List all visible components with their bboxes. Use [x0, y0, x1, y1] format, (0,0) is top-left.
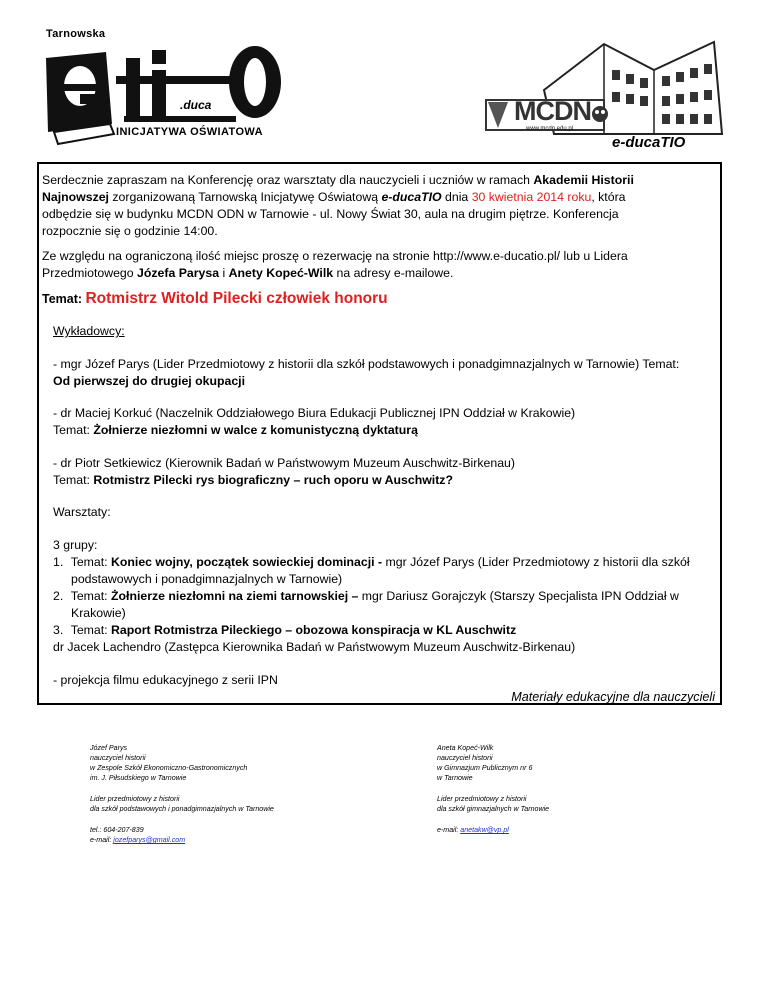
topic-label: Temat: — [42, 292, 83, 306]
topic-prefix: Temat: — [70, 623, 112, 637]
workshop-3-leader: dr Jacek Lachendro (Zastępca Kierownika Badań w Państwowym Muzeum Auschwitz-Birkenau) — [53, 640, 576, 654]
contact-name-kopec-wilk: Anety Kopeć-Wilk — [228, 266, 334, 280]
reservation-text: Przedmiotowego — [42, 266, 138, 280]
reservation-text: i — [219, 266, 229, 280]
contact-leader: dla szkół podstawowych i ponadgimnazjalnych w Tarnowie — [90, 805, 274, 813]
contact-phone: tel.: 604-207-839 — [90, 826, 144, 834]
educatio-wordmark: e-ducaTIO — [612, 134, 686, 151]
lecturer-3-title — [53, 472, 453, 489]
intro-text: zorganizowaną Tarnowską Inicjatywę Oświatową — [108, 190, 382, 204]
contact-email-row — [437, 825, 549, 835]
mcdn-url: www.mcdn.edu.pl — [526, 126, 574, 132]
lecturer-1-title — [53, 373, 245, 390]
workshop-1-title: Koniec wojny, początek sowieckiej dominacji - — [111, 555, 383, 569]
workshop-1-cont: podstawowych i ponadgimnazjalnych w Tarnowie) — [71, 572, 343, 586]
email-link-parys[interactable]: jozefparys@gmail.com — [113, 836, 186, 844]
list-number: 3. — [53, 623, 64, 637]
topic-title: Rotmistrz Witold Pilecki człowiek honoru — [85, 290, 388, 307]
workshop-1 — [53, 554, 690, 571]
conference-topic — [42, 289, 388, 309]
list-number: 1. — [53, 555, 64, 569]
contact-leader: Lider przedmiotowy z historii — [90, 795, 180, 803]
contact-school: w Gimnazjum Publicznym nr 6 — [437, 764, 533, 772]
intro-text: dnia — [441, 190, 472, 204]
contact-card-kopec-wilk — [437, 743, 549, 835]
film-projection: - projekcja filmu edukacyjnego z serii IPN — [53, 673, 278, 687]
academy-name-cont: Najnowszej — [42, 190, 109, 204]
intro-text: , która — [591, 190, 626, 204]
reservation-line-1: Ze względu na ograniczoną ilość miejsc proszę o rezerwację na stronie http://www.e-ducatio.pl/ lub u Lidera — [42, 249, 628, 263]
logo-tagline: INICJATYWA OŚWIATOWA — [116, 126, 263, 138]
mcdn-wordmark: MCDN — [514, 96, 591, 126]
mcdn-building-graphic — [484, 30, 734, 155]
email-label: e-mail: — [437, 826, 461, 834]
workshop-2-leader: mgr Dariusz Gorajczyk (Starszy Specjalista IPN Oddział w — [358, 589, 679, 603]
topic-prefix: Temat: — [70, 589, 112, 603]
contact-school: im. J. Piłsudskiego w Tarnowie — [90, 774, 187, 782]
intro-line-3: odbędzie się w budynku MCDN ODN w Tarnowie - ul. Nowy Świat 30, aula na drugim piętrze. Konferencja — [42, 207, 619, 221]
topic-prefix: Temat: — [53, 473, 94, 487]
workshop-2 — [53, 588, 679, 605]
lecture-1-title: Od pierwszej do drugiej okupacji — [53, 374, 246, 388]
logo-brand-top: Tarnowska — [46, 28, 106, 40]
workshop-3 — [53, 622, 516, 639]
event-date: 30 kwietnia 2014 roku — [471, 190, 592, 204]
workshops-heading: Warsztaty: — [53, 505, 111, 519]
academy-name: Akademii Historii — [533, 173, 634, 187]
mcdn-logo — [484, 30, 734, 155]
educatio-name: e-ducaTIO — [381, 190, 442, 204]
contact-name: Aneta Kopeć-Wilk — [437, 744, 494, 752]
workshop-3-title: Raport Rotmistrza Pileckiego – obozowa konspiracja w KL Auschwitz — [111, 623, 517, 637]
lecturer-3-info: - dr Piotr Setkiewicz (Kierownik Badań w Państwowym Muzeum Auschwitz-Birkenau) — [53, 456, 515, 470]
etio-logo — [40, 28, 290, 148]
topic-prefix: Temat: — [53, 423, 94, 437]
intro-line-1 — [42, 172, 634, 189]
email-label: e-mail: — [90, 836, 114, 844]
reservation-line-2 — [42, 265, 453, 282]
contact-name-parys: Józefa Parysa — [137, 266, 220, 280]
list-number: 2. — [53, 589, 64, 603]
lecturers-heading: Wykładowcy: — [53, 324, 125, 338]
lecturer-2-title — [53, 422, 418, 439]
materials-note: Materiały edukacyjne dla nauczycieli — [511, 690, 715, 704]
workshop-groups-count: 3 grupy: — [53, 538, 98, 552]
contact-leader: Lider przedmiotowy z historii — [437, 795, 527, 803]
contact-name: Józef Parys — [90, 744, 128, 752]
intro-line-2 — [42, 189, 626, 206]
lecturer-1-info: - mgr Józef Parys (Lider Przedmiotowy z historii dla szkół podstawowych i ponadgimnazjalnych w Tarnowie) Temat: — [53, 357, 680, 371]
intro-text: Serdecznie zapraszam na Konferencję oraz warsztaty dla nauczycieli i uczniów w ramach — [42, 173, 534, 187]
contact-school: w Tarnowie — [437, 774, 473, 782]
workshop-2-cont: Krakowie) — [71, 606, 126, 620]
contact-card-parys — [90, 743, 274, 845]
intro-line-4: rozpocznie się o godzinie 14:00. — [42, 224, 218, 238]
lecture-3-title: Rotmistrz Pilecki rys biograficzny – ruch oporu w Auschwitz? — [93, 473, 453, 487]
lecturer-2-info: - dr Maciej Korkuć (Naczelnik Oddziałowego Biura Edukacji Publicznej IPN Oddział w Krakowie) — [53, 406, 576, 420]
logo-duca: .duca — [180, 98, 212, 112]
email-link-kopec-wilk[interactable]: anetakw@vp.pl — [460, 826, 509, 834]
contact-leader: dla szkół gimnazjalnych w Tarnowie — [437, 805, 550, 813]
contact-email-row — [90, 835, 274, 845]
topic-prefix: Temat: — [70, 555, 112, 569]
contact-role: nauczyciel historii — [437, 754, 493, 762]
contact-role: nauczyciel historii — [90, 754, 146, 762]
workshop-1-leader: mgr Józef Parys (Lider Przedmiotowy z historii dla szkół — [382, 555, 690, 569]
reservation-text: na adresy e-mailowe. — [333, 266, 454, 280]
contact-school: w Zespole Szkół Ekonomiczno-Gastronomicznych — [90, 764, 248, 772]
workshop-2-title: Żołnierze niezłomni na ziemi tarnowskiej – — [111, 589, 359, 603]
lecture-2-title: Żołnierze niezłomni w walce z komunistyczną dyktaturą — [93, 423, 418, 437]
